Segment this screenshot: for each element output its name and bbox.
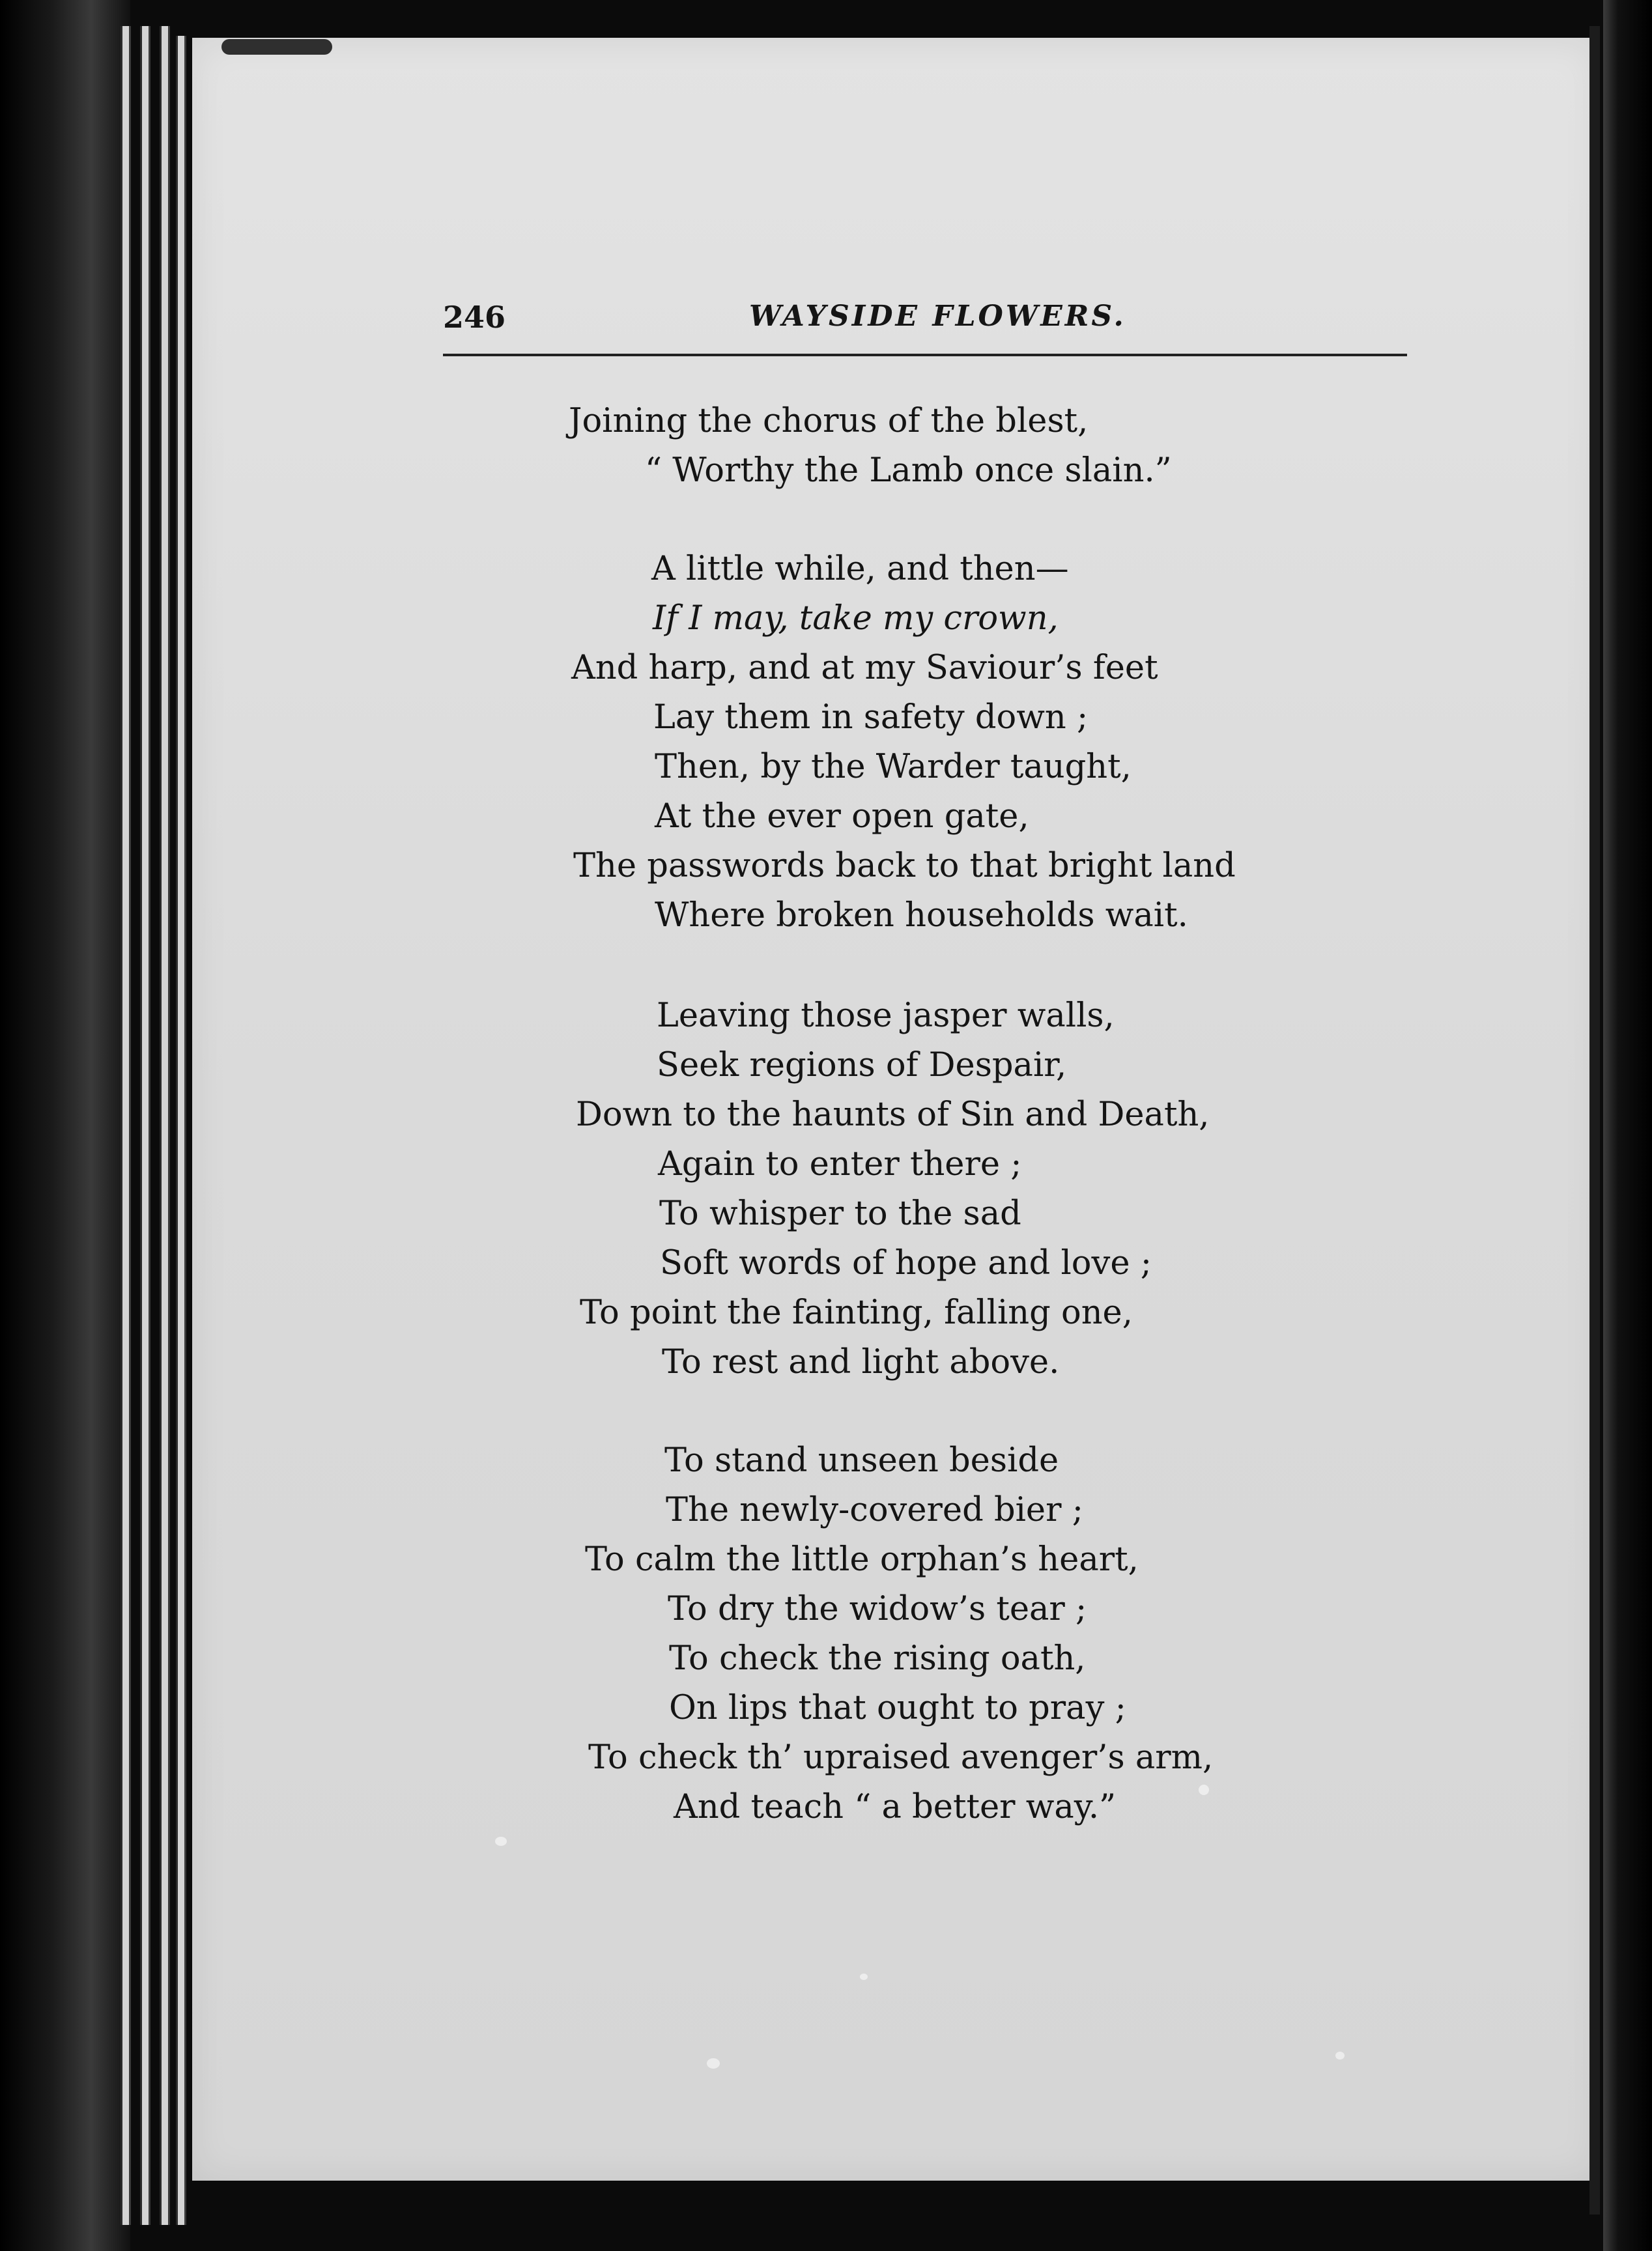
poem-line: At the ever open gate, — [655, 797, 1029, 836]
poem-line: To rest and light above. — [662, 1343, 1060, 1381]
poem-line: And harp, and at my Saviour’s feet — [571, 649, 1158, 687]
poem-line: Lay them in safety down ; — [653, 698, 1089, 737]
poem-line: Where broken households wait. — [655, 896, 1188, 935]
scan-speck — [495, 1837, 507, 1846]
page-number: 246 — [443, 300, 506, 335]
poem-line: To check the rising oath, — [669, 1639, 1086, 1678]
emphasis-text: If I may — [653, 599, 778, 638]
poem-line: A little while, and then— — [651, 550, 1069, 588]
poem-line: To point the fainting, falling one, — [580, 1294, 1133, 1332]
poem-line: Again to enter there ; — [658, 1145, 1022, 1183]
scan-speck — [860, 1974, 868, 1980]
poem-line: Then, by the Warder taught, — [655, 748, 1132, 786]
scan-speck — [1199, 1785, 1209, 1795]
poem-line: If I may, take my crown, — [653, 599, 1059, 638]
poem-line: To stand unseen beside — [664, 1441, 1059, 1480]
poem-line: On lips that ought to pray ; — [669, 1689, 1126, 1727]
scan-speck — [1335, 2052, 1345, 2060]
poem-line: The newly-covered bier ; — [666, 1491, 1083, 1529]
poem-line: Soft words of hope and love ; — [660, 1244, 1152, 1282]
poem-line: Down to the haunts of Sin and Death, — [576, 1096, 1210, 1134]
poem-line: Joining the chorus of the blest, — [569, 402, 1089, 440]
poem-line: To check th’ upraised avenger’s arm, — [588, 1738, 1214, 1777]
poem-line: To dry the widow’s tear ; — [668, 1590, 1087, 1628]
poem-line: The passwords back to that bright land — [573, 847, 1236, 885]
poem-line: Seek regions of Despair, — [657, 1046, 1067, 1084]
poem-line: To whisper to the sad — [659, 1195, 1021, 1233]
poem-line: To calm the little orphan’s heart, — [585, 1540, 1139, 1579]
scan-speck — [707, 2058, 720, 2069]
running-title: WAYSIDE FLOWERS. — [749, 300, 1126, 333]
poem-line: Leaving those jasper walls, — [657, 997, 1115, 1035]
poem-line: “ Worthy the Lamb once slain.” — [645, 451, 1172, 490]
poem-line: And teach “ a better way.” — [674, 1788, 1117, 1826]
